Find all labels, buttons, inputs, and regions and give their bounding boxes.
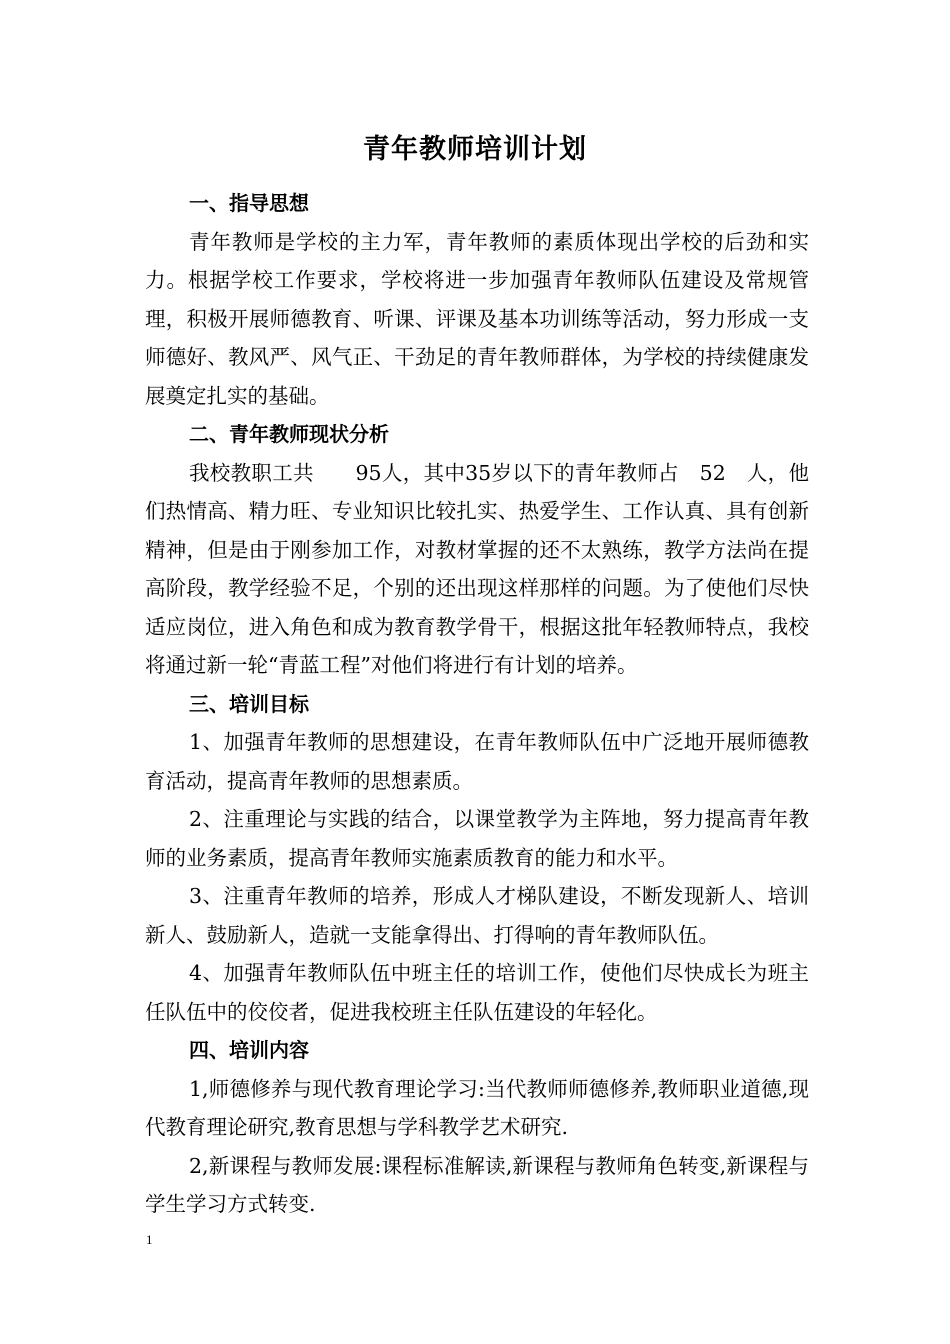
paragraph: 1、加强青年教师的思想建设，在青年教师队伍中广泛地开展师德教育活动，提高青年教师的思想素质。 xyxy=(145,730,809,793)
paragraph: 2、注重理论与实践的结合，以课堂教学为主阵地，努力提高青年教师的业务素质，提高青年教师实施素质教育的能力和水平。 xyxy=(145,807,809,870)
paragraph: 4、加强青年教师队伍中班主任的培训工作，使他们尽快成长为班主任队伍中的佼佼者，促进我校班主任队伍建设的年轻化。 xyxy=(145,961,809,1024)
section-heading-training-content: 四、培训内容 xyxy=(189,1038,309,1062)
paragraph: 3、注重青年教师的培养，形成人才梯队建设，不断发现新人、培训新人、鼓励新人，造就一支能拿得出、打得响的青年教师队伍。 xyxy=(145,884,809,947)
paragraph: 青年教师是学校的主力军，青年教师的素质体现出学校的后劲和实力。根据学校工作要求，学校将进一步加强青年教师队伍建设及常规管理，积极开展师德教育、听课、评课及基本功训练等活动，努力形成一支师德好、教风严、风气正、干劲足的青年教师群体，为学校的持续健康发展奠定扎实的基础。 xyxy=(145,229,809,408)
document-body xyxy=(145,184,809,1224)
paragraph: 我校教职工共 95人，其中35岁以下的青年教师占 52 人，他们热情高、精力旺、专业知识比较扎实、热爱学生、工作认真、具有创新精神，但是由于刚参加工作，对教材掌握的还不太熟练，教学方法尚在提高阶段，教学经验不足，个别的还出现这样那样的问题。为了使他们尽快适应岗位，进入角色和成为教育教学骨干，根据这批年轻教师特点，我校将通过新一轮“青蓝工程”对他们将进行有计划的培养。 xyxy=(145,460,809,677)
page-title: 青年教师培训计划 xyxy=(363,134,587,165)
section-heading-guiding-ideology: 一、指导思想 xyxy=(189,191,309,215)
paragraph: 1,师德修养与现代教育理论学习:当代教师师德修养,教师职业道德,现代教育理论研究,教育思想与学科教学艺术研究. xyxy=(145,1076,809,1139)
section-heading-training-goals: 三、培训目标 xyxy=(189,691,309,716)
section-heading-status-analysis: 二、青年教师现状分析 xyxy=(189,422,389,446)
page-number: 1 xyxy=(146,1232,153,1247)
paragraph: 2,新课程与教师发展:课程标准解读,新课程与教师角色转变,新课程与学生学习方式转变. xyxy=(145,1153,809,1216)
